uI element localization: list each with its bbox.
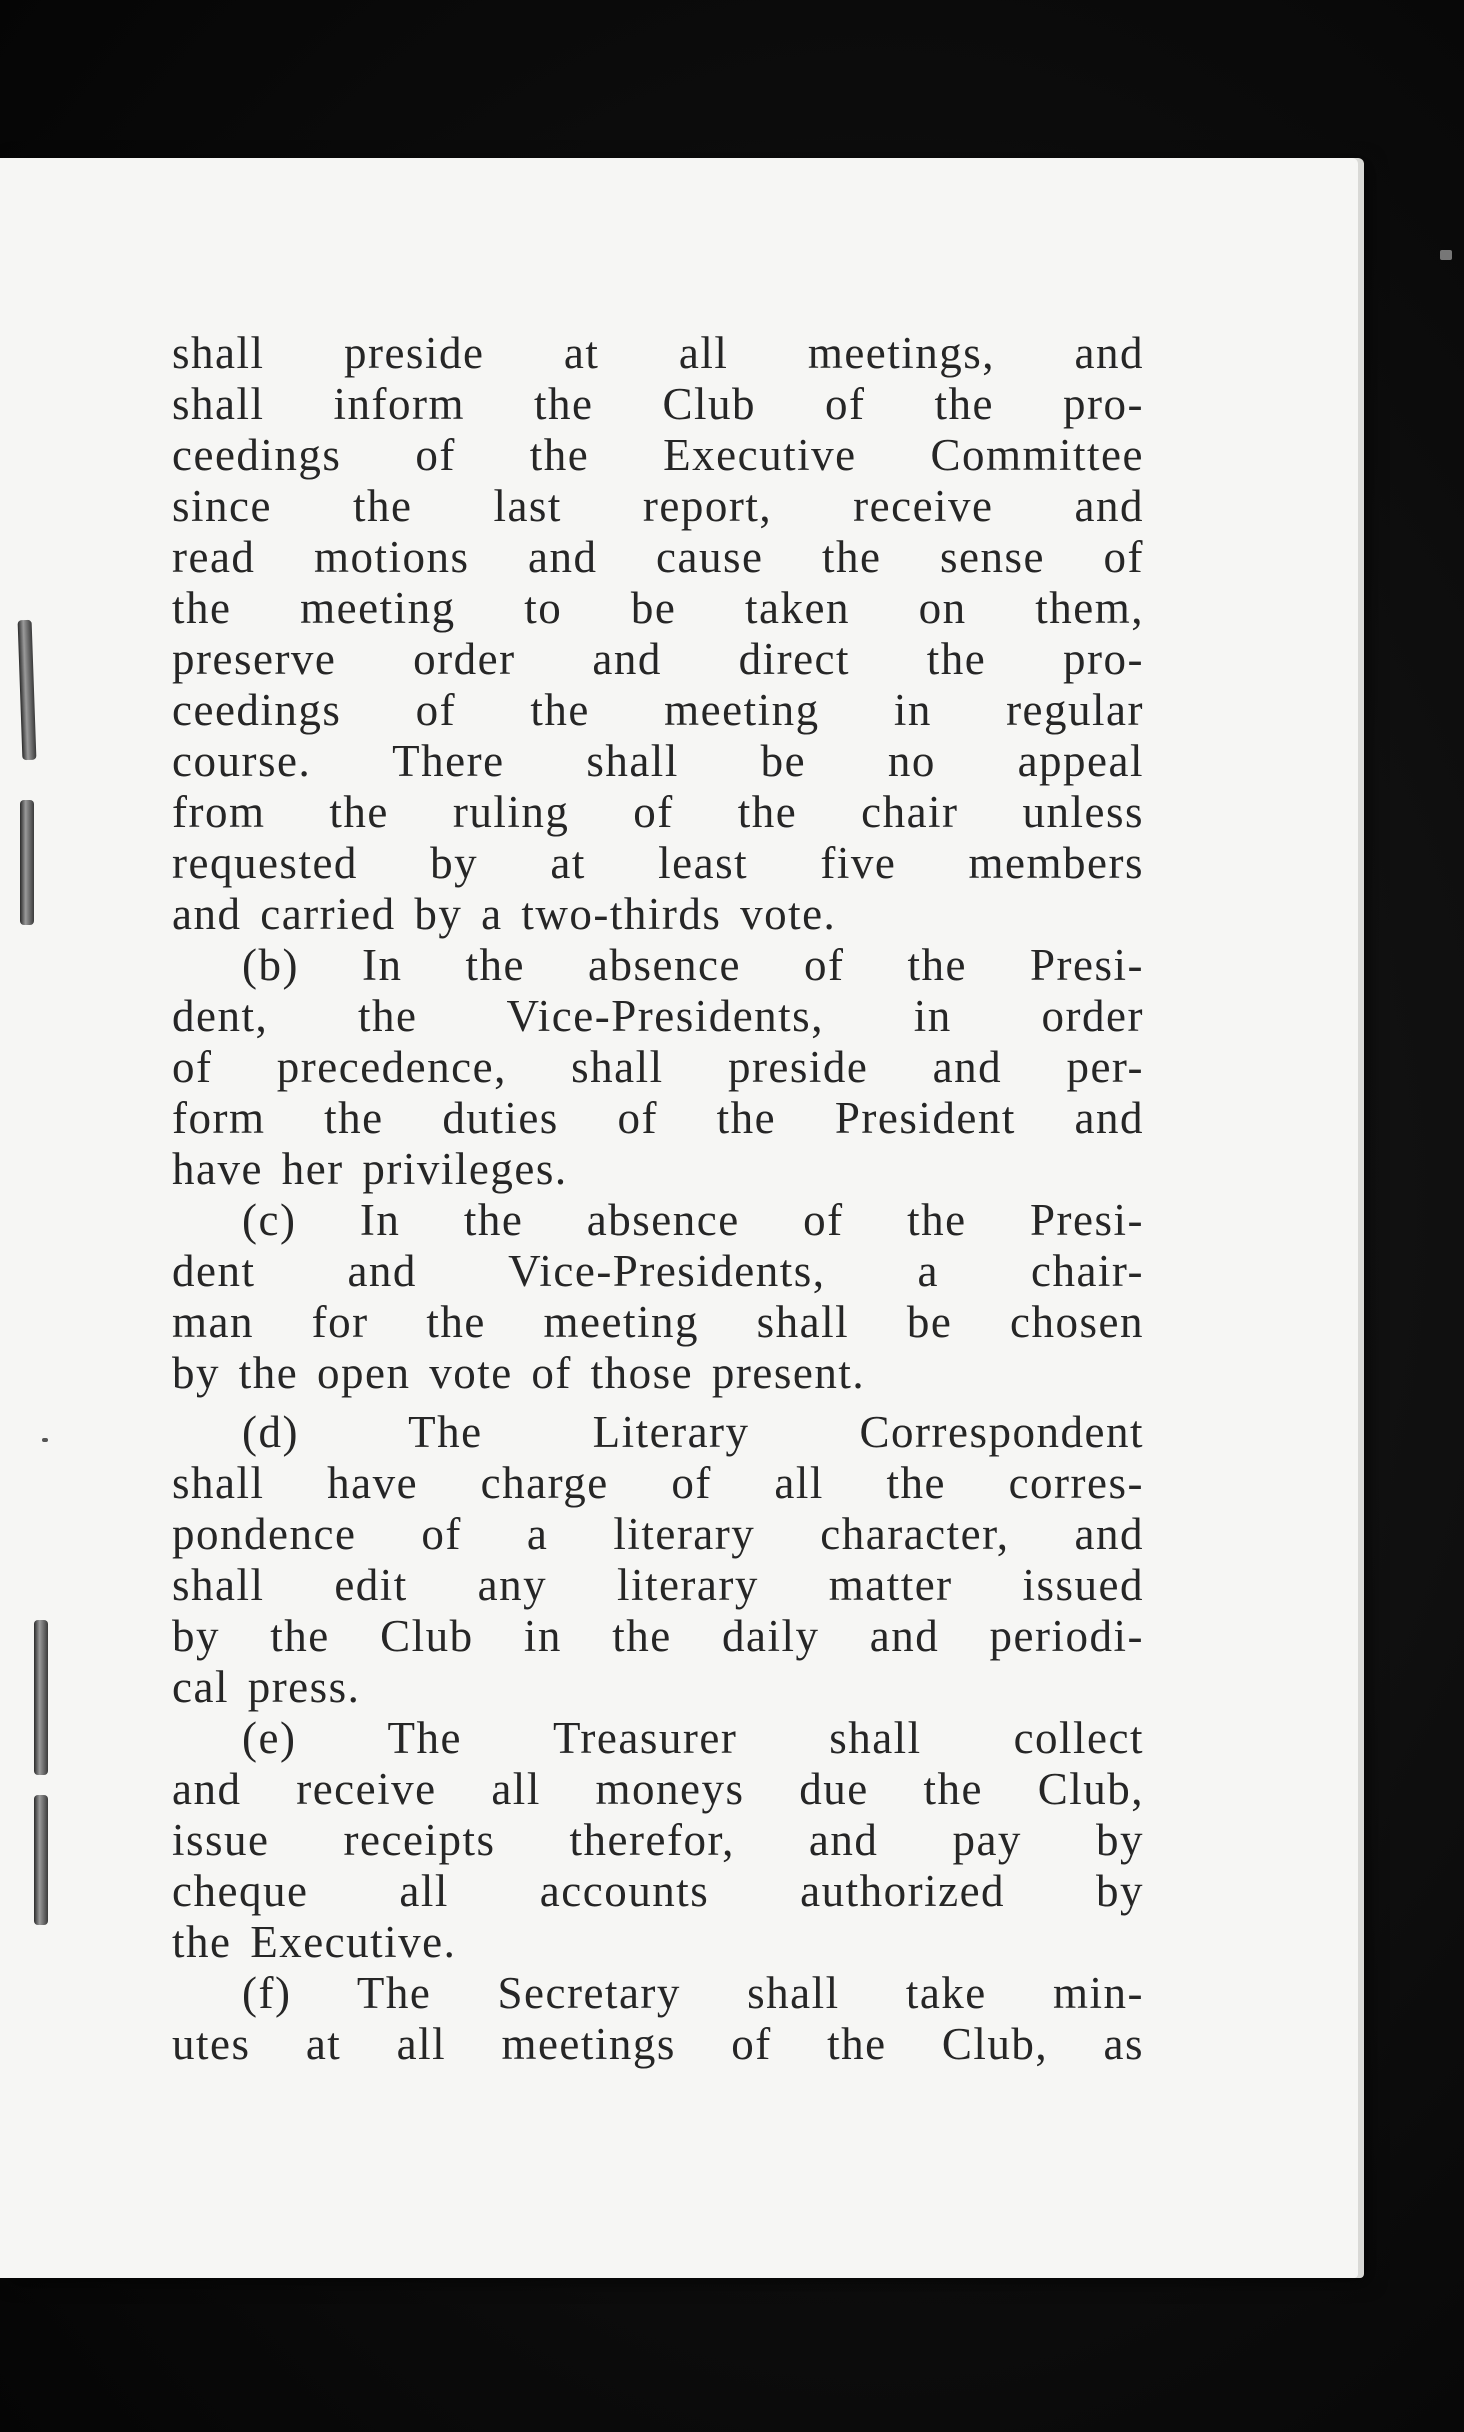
text-line: preserve order and direct the pro- [172,634,1144,684]
text-line: issue receipts therefor, and pay by [172,1815,1144,1865]
text-line: ceedings of the meeting in regular [172,685,1144,735]
text-line: cheque all accounts authorized by [172,1866,1144,1916]
text-line: requested by at least five members [172,838,1144,888]
binding-staple-icon [34,1795,48,1925]
binding-staple-icon [20,800,34,925]
text-line: read motions and cause the sense of [172,532,1144,582]
dust-speck [42,1438,48,1442]
text-line: the Executive. [172,1917,457,1967]
binding-staple-icon [34,1620,48,1775]
paragraph-c-start: (c) In the absence of the Presi- [242,1195,1144,1245]
text-line: since the last report, receive and [172,481,1144,531]
text-line: shall preside at all meetings, and [172,328,1144,378]
text-line: and receive all moneys due the Club, [172,1764,1144,1814]
text-line: of precedence, shall preside and per- [172,1042,1144,1092]
text-line: shall inform the Club of the pro- [172,379,1144,429]
text-line: form the duties of the President and [172,1093,1144,1143]
paragraph-e-start: (e) The Treasurer shall collect [242,1713,1144,1763]
text-line: from the ruling of the chair unless [172,787,1144,837]
text-line: have her privileges. [172,1144,568,1194]
paragraph-d-start: (d) The Literary Correspondent [242,1407,1144,1457]
paragraph-b-start: (b) In the absence of the Presi- [242,940,1144,990]
text-line: course. There shall be no appeal [172,736,1144,786]
text-line: the meeting to be taken on them, [172,583,1144,633]
dust-speck [1440,250,1452,260]
text-line: utes at all meetings of the Club, as [172,2019,1144,2069]
text-line: man for the meeting shall be chosen [172,1297,1144,1347]
text-line: cal press. [172,1662,361,1712]
text-line: shall edit any literary matter issued [172,1560,1144,1610]
body-text [172,328,1144,2070]
text-line: by the open vote of those present. [172,1348,866,1398]
text-line: and carried by a two-thirds vote. [172,889,837,939]
text-line: by the Club in the daily and periodi- [172,1611,1144,1661]
text-line: shall have charge of all the corres- [172,1458,1144,1508]
text-line: pondence of a literary character, and [172,1509,1144,1559]
paragraph-f-start: (f) The Secretary shall take min- [242,1968,1144,2018]
text-line: dent, the Vice-Presidents, in order [172,991,1144,1041]
text-line: dent and Vice-Presidents, a chair- [172,1246,1144,1296]
text-line: ceedings of the Executive Committee [172,430,1144,480]
